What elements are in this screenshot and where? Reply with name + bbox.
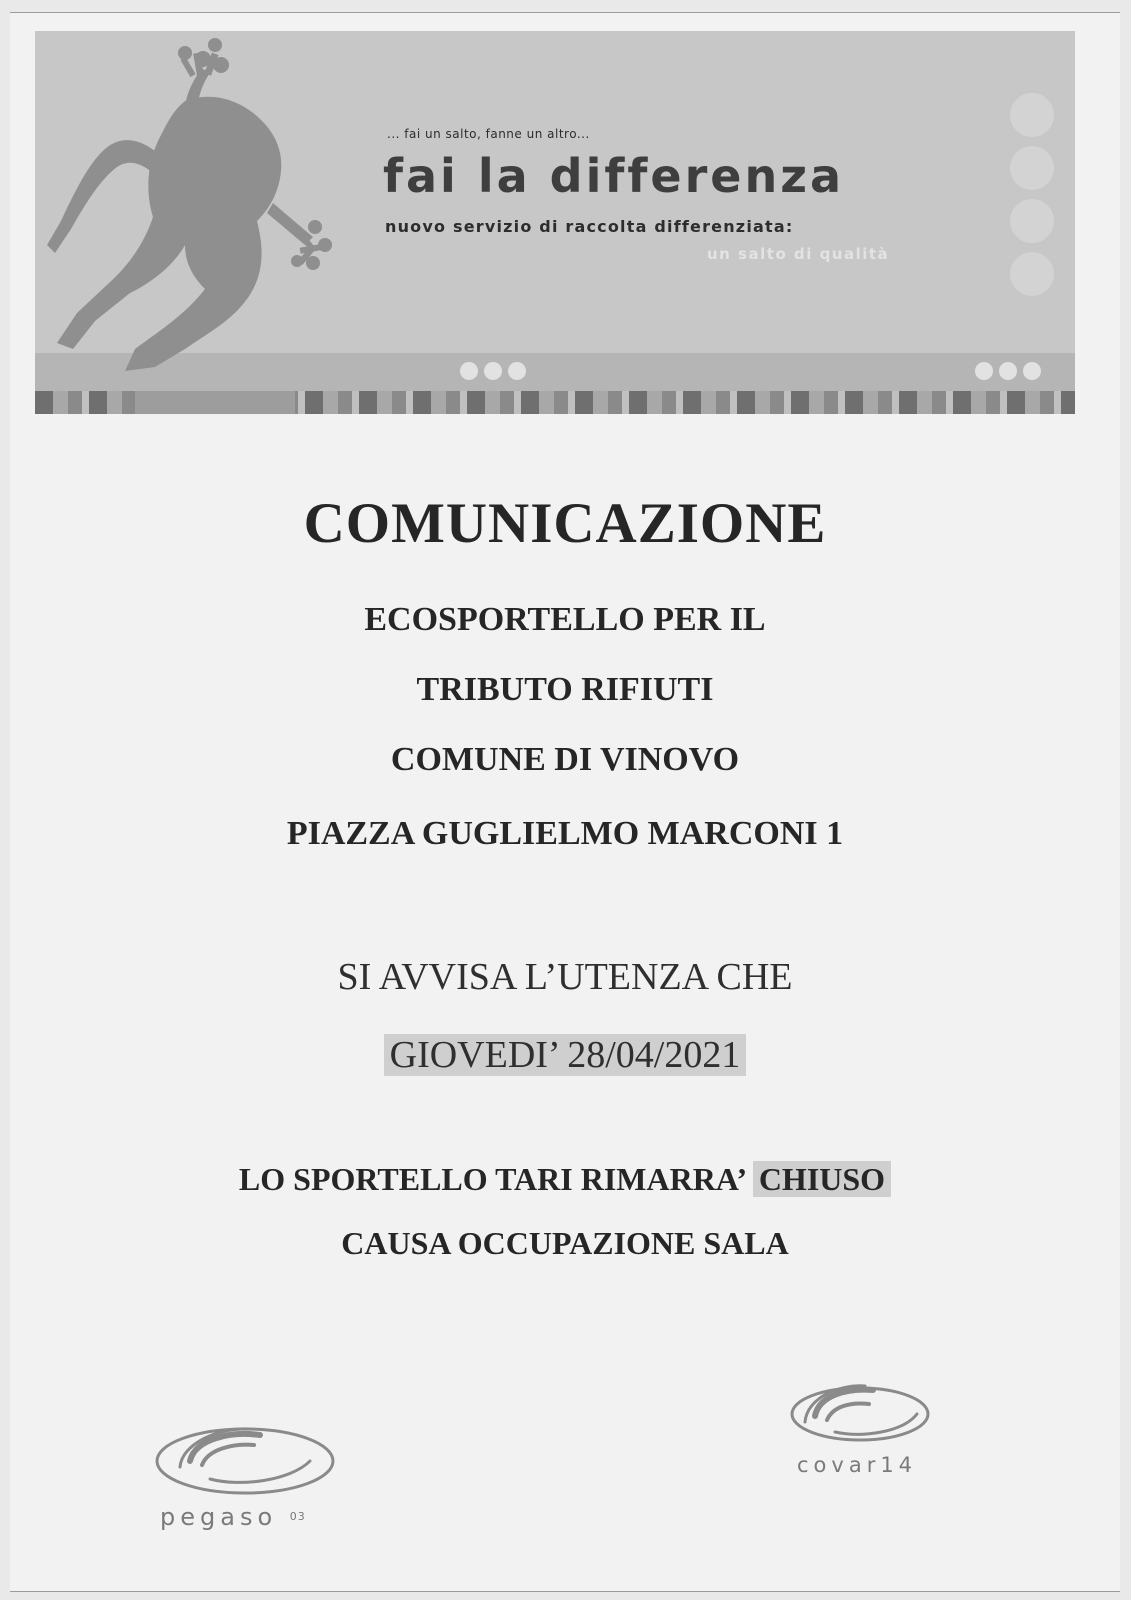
banner-subline: nuovo servizio di raccolta differenziata: bbox=[385, 217, 794, 236]
banner-slogan: un salto di qualità bbox=[707, 245, 890, 263]
decorative-circle bbox=[1010, 146, 1054, 190]
highlighted-date: GIOVEDI’ 28/04/2021 bbox=[384, 1034, 747, 1076]
covar-wordmark: covar14 bbox=[797, 1453, 918, 1477]
date-line bbox=[10, 1033, 1120, 1077]
municipality-line: COMUNE DI VINOVO bbox=[390, 741, 740, 778]
banner-brand-title: fai la differenza bbox=[383, 149, 845, 203]
pegaso-logo-mark bbox=[150, 1421, 340, 1501]
banner-tagline: ... fai un salto, fanne un altro... bbox=[387, 127, 590, 141]
closure-line bbox=[10, 1161, 1120, 1198]
pegaso-wordmark bbox=[160, 1503, 306, 1531]
office-line: ECOSPORTELLO PER IL bbox=[364, 601, 766, 638]
closure-text: LO SPORTELLO TARI RIMARRA’ bbox=[238, 1161, 753, 1197]
covar-logo-mark bbox=[785, 1378, 935, 1448]
document-page bbox=[10, 12, 1120, 1592]
pegaso-name: pegaso bbox=[160, 1503, 278, 1531]
tax-line: TRIBUTO RIFIUTI bbox=[416, 671, 714, 708]
reason-line: CAUSA OCCUPAZIONE SALA bbox=[341, 1225, 789, 1261]
header-banner bbox=[35, 31, 1075, 414]
banner-photo-strip bbox=[35, 391, 1075, 414]
closure-highlight: CHIUSO bbox=[753, 1161, 891, 1197]
decorative-circle bbox=[1010, 199, 1054, 243]
pegaso-suffix: 03 bbox=[289, 1510, 306, 1523]
decorative-circle bbox=[1010, 93, 1054, 137]
address-line: PIAZZA GUGLIELMO MARCONI 1 bbox=[286, 815, 844, 852]
notice-title: COMUNICAZIONE bbox=[303, 492, 827, 555]
decorative-dots-right bbox=[975, 362, 1041, 380]
decorative-dots-left bbox=[460, 362, 526, 380]
banner-strip-gap bbox=[135, 391, 295, 414]
decorative-circles bbox=[1010, 93, 1054, 305]
decorative-circle bbox=[1010, 252, 1054, 296]
announcement-line: SI AVVISA L’UTENZA CHE bbox=[337, 956, 793, 998]
frog-illustration bbox=[35, 31, 375, 371]
